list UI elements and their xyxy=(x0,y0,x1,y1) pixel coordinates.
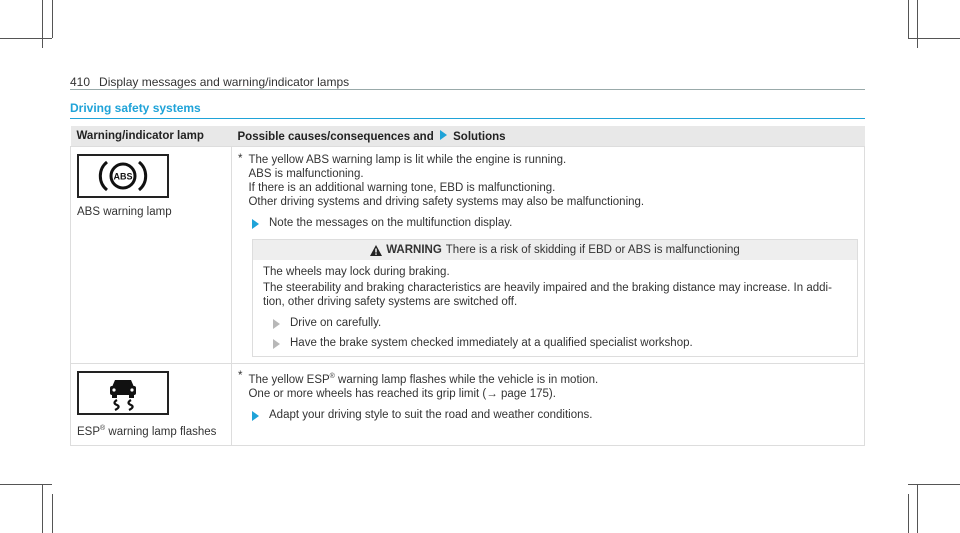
table-row xyxy=(71,147,865,364)
solution-step xyxy=(252,217,858,229)
page-reference-link[interactable]: page 175). xyxy=(497,387,556,400)
warning-headline: There is a risk of skidding if EBD or ABS is malfunctioning xyxy=(445,244,740,256)
lamp-label: ABS warning lamp xyxy=(77,206,172,218)
solutions-arrow-icon xyxy=(440,130,447,140)
cause-cell xyxy=(232,147,865,364)
cause-line: ABS is malfunctioning. xyxy=(248,168,364,180)
action-arrow-icon xyxy=(252,411,259,421)
crop-mark xyxy=(42,484,43,533)
page-header-title: Display messages and warning/indicator lamps xyxy=(99,75,350,89)
header-divider xyxy=(70,89,865,90)
section-title: Driving safety systems xyxy=(70,101,201,115)
crop-mark xyxy=(917,0,918,48)
crop-mark xyxy=(917,484,918,533)
abs-warning-lamp-icon xyxy=(77,154,169,198)
table-header-row xyxy=(71,126,865,147)
cause-block xyxy=(238,153,858,209)
warning-line: The steerability and braking characteristics are heavily impaired and the braking distance may increase. In addi- tion, other driving safety systems are switched off. xyxy=(263,282,832,308)
crop-mark xyxy=(0,484,52,485)
esp-warning-lamp-icon xyxy=(77,371,169,415)
crop-mark xyxy=(0,38,52,39)
crop-mark xyxy=(42,0,43,48)
warning-box xyxy=(252,239,858,357)
crop-mark xyxy=(908,0,909,38)
page-header xyxy=(70,75,349,89)
footnote-asterisk: * xyxy=(238,153,243,165)
footnote-asterisk: * xyxy=(238,370,243,382)
cause-cell xyxy=(232,364,865,446)
column-header-causes xyxy=(232,126,865,147)
crop-mark xyxy=(908,494,909,533)
page-number: 410 xyxy=(70,75,91,89)
lamp-label-rest: warning lamp flashes xyxy=(105,425,217,438)
warning-box-header xyxy=(253,240,857,260)
crop-mark xyxy=(52,494,53,533)
page-reference-arrow-icon: → xyxy=(486,387,498,400)
cause-block xyxy=(238,370,858,401)
crop-mark xyxy=(52,0,53,38)
cause-line: If there is an additional warning tone, EBD is malfunctioning. xyxy=(248,182,556,194)
cause-text: One or more wheels has reached its grip limit ( xyxy=(248,387,487,400)
warning-step xyxy=(273,337,847,349)
solution-text: Note the messages on the multifunction display. xyxy=(269,217,513,229)
lamp-cell xyxy=(71,147,232,364)
solution-step xyxy=(252,409,858,421)
column-header-causes-label: Possible causes/consequences and xyxy=(237,130,434,143)
warning-step-text: Have the brake system checked immediately at a qualified specialist workshop. xyxy=(290,337,693,349)
crop-mark xyxy=(908,484,960,485)
cause-text: warning lamp flashes while the vehicle is in motion. xyxy=(334,373,599,386)
cause-line: Other driving systems and driving safety systems may also be malfunctioning. xyxy=(248,196,645,208)
cause-text: The yellow ESP xyxy=(248,373,330,386)
action-arrow-icon xyxy=(273,319,280,329)
warning-line: The wheels may lock during braking. xyxy=(263,266,450,278)
abs-icon-text: ABS xyxy=(113,171,133,182)
column-header-solutions-label: Solutions xyxy=(453,130,506,143)
warning-label: WARNING xyxy=(386,244,442,256)
section-divider xyxy=(70,118,865,119)
lamp-label xyxy=(77,422,225,439)
table-row xyxy=(71,364,865,446)
cause-line xyxy=(248,370,598,387)
registered-mark: ® xyxy=(100,425,106,432)
solution-text: Adapt your driving style to suit the road and weather conditions. xyxy=(269,408,593,421)
warning-lamp-table xyxy=(70,126,865,446)
warning-triangle-icon xyxy=(370,245,382,256)
warning-step-text: Drive on carefully. xyxy=(290,317,382,329)
lamp-label-main: ESP xyxy=(77,425,101,438)
action-arrow-icon xyxy=(273,339,280,349)
cause-line: The yellow ABS warning lamp is lit while the engine is running. xyxy=(248,154,567,166)
warning-box-body xyxy=(253,260,857,356)
crop-mark xyxy=(908,38,960,39)
abs-symbol-icon xyxy=(98,158,148,194)
column-header-lamp: Warning/indicator lamp xyxy=(71,126,232,147)
registered-mark: ® xyxy=(329,373,335,380)
lamp-cell xyxy=(71,364,232,446)
skidding-car-icon xyxy=(103,374,143,412)
action-arrow-icon xyxy=(252,219,259,229)
cause-line xyxy=(248,387,598,401)
warning-step xyxy=(273,317,847,329)
